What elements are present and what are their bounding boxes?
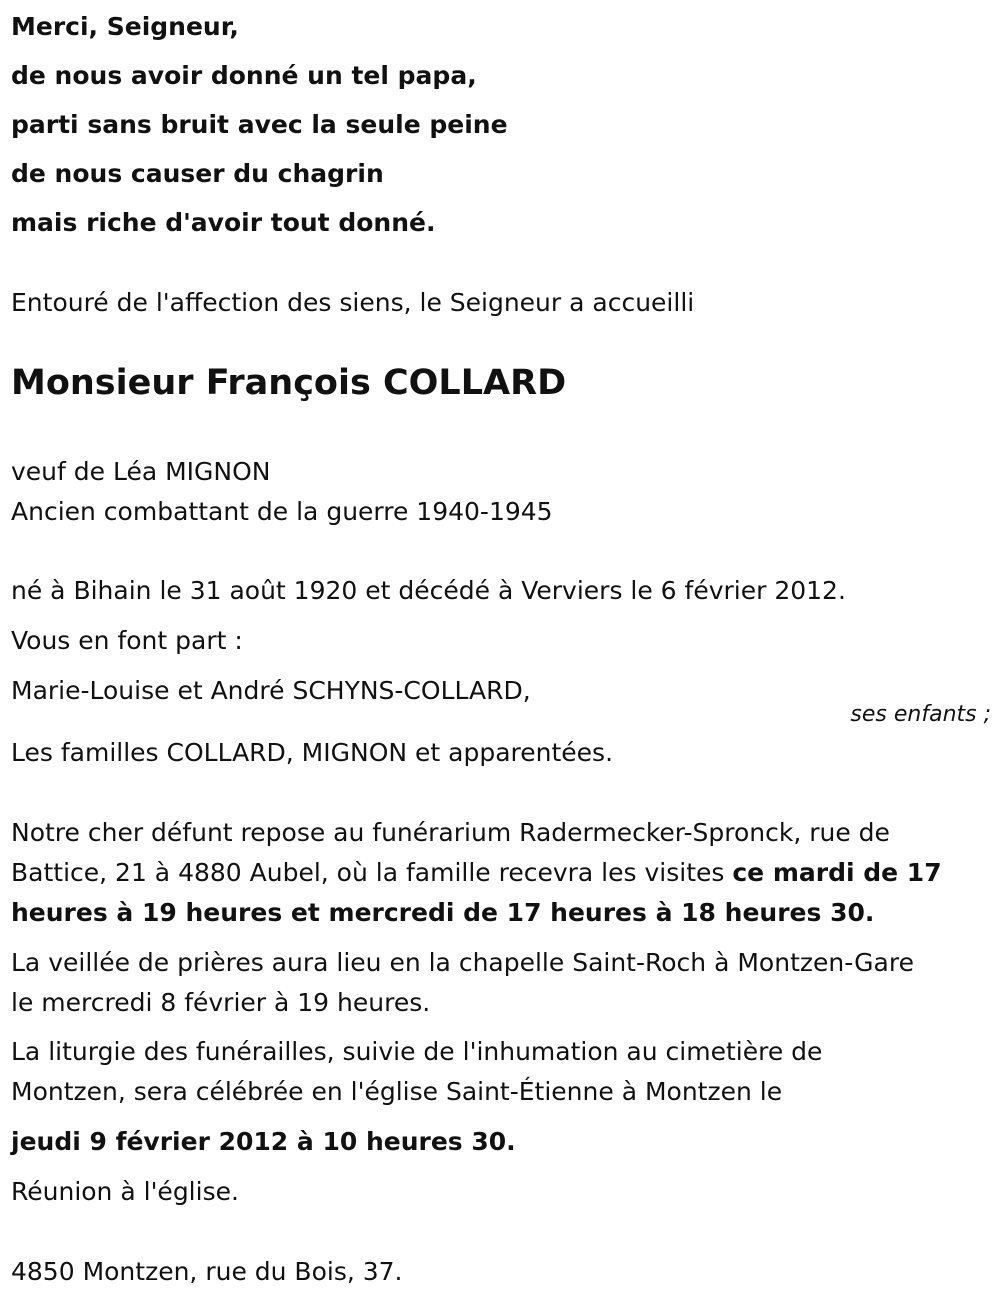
poem-line-5: mais riche d'avoir tout donné. [11, 208, 436, 237]
funeral-line-1: La liturgie des funérailles, suivie de l'inhumation au cimetière de [11, 1037, 823, 1066]
visitation-line-3: heures à 19 heures et mercredi de 17 heures à 18 heures 30. [11, 898, 875, 927]
vigil-line-2: le mercredi 8 février à 19 heures. [11, 988, 431, 1017]
children-role: ses enfants ; [850, 702, 991, 727]
meeting-line: Réunion à l'église. [11, 1177, 239, 1206]
vigil-line-1: La veillée de prières aura lieu en la chapelle Saint-Roch à Montzen-Gare [11, 948, 914, 977]
visitation-line-2-text: Battice, 21 à 4880 Aubel, où la famille recevra les visites [11, 858, 733, 887]
poem-line-3: parti sans bruit avec la seule peine [11, 110, 508, 139]
veteran-line: Ancien combattant de la guerre 1940-1945 [11, 497, 553, 526]
families-line: Les familles COLLARD, MIGNON et apparentées. [11, 738, 614, 767]
visitation-line-2-bold: ce mardi de 17 [732, 858, 942, 887]
visitation-line-1: Notre cher défunt repose au funérarium Radermecker-Spronck, rue de [11, 818, 890, 847]
announce-line: Vous en font part : [11, 626, 243, 655]
address-line: 4850 Montzen, rue du Bois, 37. [11, 1257, 403, 1286]
poem-line-4: de nous causer du chagrin [11, 159, 384, 188]
poem-line-1: Merci, Seigneur, [11, 12, 239, 41]
funeral-line-2: Montzen, sera célébrée en l'église Saint-Étienne à Montzen le [11, 1077, 783, 1106]
funeral-time: jeudi 9 février 2012 à 10 heures 30. [11, 1127, 516, 1156]
children-line: Marie-Louise et André SCHYNS-COLLARD, [11, 676, 531, 705]
poem-line-2: de nous avoir donné un tel papa, [11, 61, 477, 90]
widower-line: veuf de Léa MIGNON [11, 457, 271, 486]
birth-death-line: né à Bihain le 31 août 1920 et décédé à Verviers le 6 février 2012. [11, 576, 846, 605]
deceased-name: Monsieur François COLLARD [11, 363, 567, 403]
intro-text: Entouré de l'affection des siens, le Seigneur a accueilli [11, 288, 695, 317]
visitation-line-2 [11, 858, 942, 888]
